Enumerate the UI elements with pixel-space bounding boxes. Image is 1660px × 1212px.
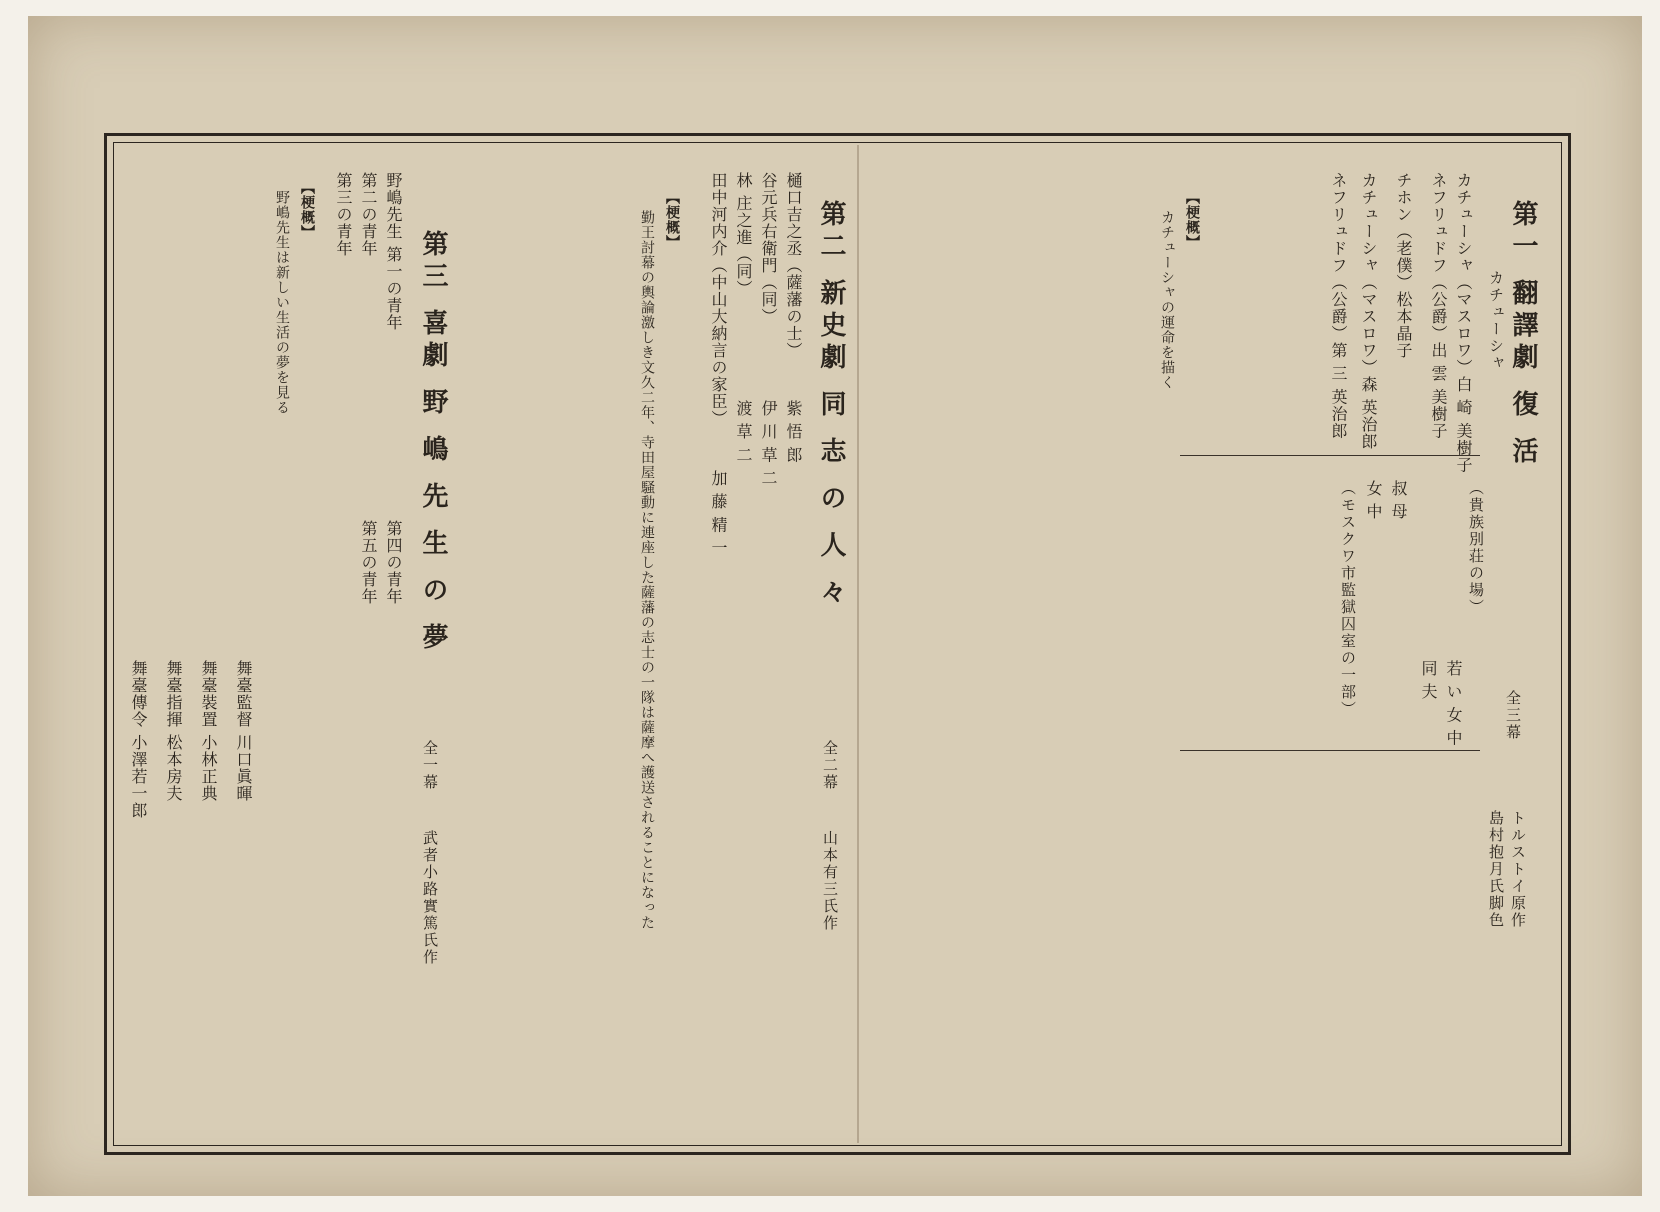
play1-adapter: 島村抱月氏脚色 <box>1487 810 1505 929</box>
play1-cast-1: カチューシャ（マスロワ）白 崎 美樹子 <box>1454 172 1473 474</box>
staff-set: 舞臺裝置 小林正典 <box>199 660 218 803</box>
staff-conductor: 舞臺指揮 松本房夫 <box>164 660 183 803</box>
play3-cast-4: 第四の青年 <box>384 520 403 605</box>
play1-role-3: 叔 母 <box>1389 480 1408 521</box>
play3-author: 武者小路實篤氏作 <box>421 830 439 966</box>
play2-author: 山本有三氏作 <box>821 830 839 932</box>
play2-actor-4: 加 藤 精 一 <box>709 470 728 557</box>
play2-cast-1: 樋口吉之丞（薩藩の士） <box>784 172 803 359</box>
staff-director: 舞臺監督 川口眞暉 <box>234 660 253 803</box>
play3-extent: 全一幕 <box>421 740 439 791</box>
play1-cast-3: チホン（老僕）松本晶子 <box>1394 172 1413 359</box>
play1-synopsis: カチューシャの運命を描く <box>1159 210 1175 390</box>
act-rule-1 <box>1180 455 1480 456</box>
play1-author: トルストイ原作 <box>1509 810 1527 929</box>
play3-cast-5: 第五の青年 <box>359 520 378 605</box>
play3-title: 第三 喜劇 野 嶋 先 生 の 夢 <box>418 230 448 656</box>
play1-role-1: 若 い 女 中 <box>1444 660 1463 747</box>
play1-role-2: 同 夫 <box>1419 660 1438 701</box>
play2-extent: 全二幕 <box>821 740 839 791</box>
play2-actor-3: 渡 草 二 <box>734 400 753 464</box>
staff-messenger: 舞臺傳令 小澤若一郎 <box>129 660 148 820</box>
play2-actor-1: 紫 悟 郎 <box>784 400 803 464</box>
play3-cast-3: 第三の青年 <box>334 172 353 257</box>
play2-actor-2: 伊 川 草 二 <box>759 400 778 487</box>
play3-synopsis: 野嶋先生は新しい生活の夢を見る <box>274 190 290 415</box>
play2-cast-4: 田中河内介（中山大納言の家臣） <box>709 172 728 427</box>
play2-cast-3: 林 庄之進（同） <box>734 172 753 298</box>
play2-synopsis-label: 【梗概】 <box>664 190 680 250</box>
play1-cast-4: カチューシャ（マスロワ）森 英治郎 <box>1359 172 1378 451</box>
play1-role-4: 女 中 <box>1364 480 1383 521</box>
play1-title: 第一 翻譯劇 復 活 <box>1508 200 1538 470</box>
center-fold <box>857 145 859 1143</box>
play1-synopsis-label: 【梗概】 <box>1184 190 1200 250</box>
play1-reading: カチューシャ <box>1487 270 1505 372</box>
play3-synopsis-label: 【梗概】 <box>299 180 315 240</box>
play2-cast-2: 谷元兵右衛門（同） <box>759 172 778 325</box>
play2-title: 第二 新史劇 同 志 の 人 々 <box>816 200 846 611</box>
play2-synopsis: 勤王討幕の輿論激しき文久二年、寺田屋騒動に連座した薩藩の志士の一隊は薩摩へ護送されることになった <box>639 210 655 930</box>
play1-scene: （モスクワ市監獄囚室の一部） <box>1339 480 1357 718</box>
play3-cast-1: 野嶋先生 第一の青年 <box>384 172 403 332</box>
play1-extent: 全三幕 <box>1504 690 1522 741</box>
play1-act-sub: （貴族別荘の場） <box>1467 480 1485 616</box>
play1-cast-2: ネフリュドフ（公爵）出 雲 美樹子 <box>1429 172 1448 440</box>
play1-cast-5: ネフリュドフ（公爵）第 三 英治郎 <box>1329 172 1348 440</box>
act-rule-2 <box>1180 750 1480 751</box>
play3-cast-2: 第二の青年 <box>359 172 378 257</box>
